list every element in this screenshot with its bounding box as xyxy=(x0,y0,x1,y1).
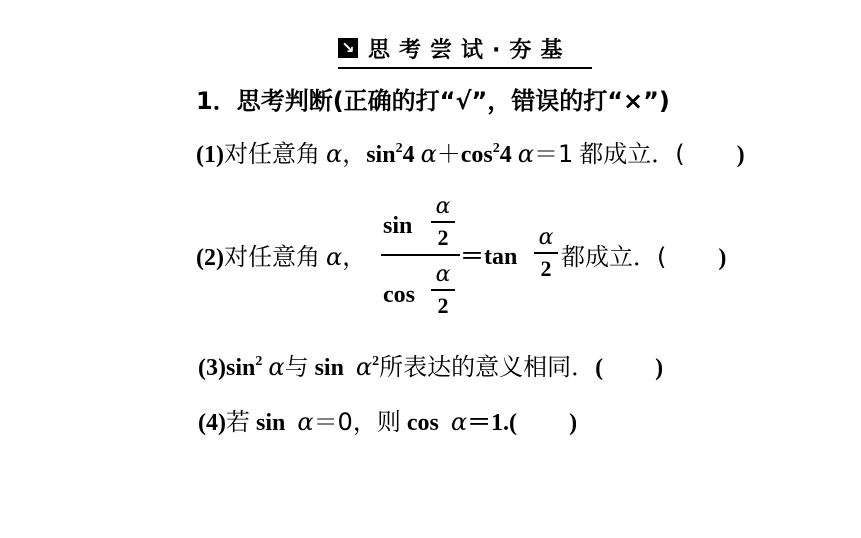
denominator-half-angle: α 2 xyxy=(431,262,455,319)
fraction-denominator-fn: cos xyxy=(383,282,415,308)
fraction-numerator-fn: sin xyxy=(383,213,413,239)
item-2-tail: 都成立．( ) xyxy=(561,243,727,271)
item-2-lead: (2)对任意角 α， xyxy=(196,243,367,271)
question-title: 1．思考判断(正确的打“√”，错误的打“×”) xyxy=(196,87,670,115)
section-header xyxy=(338,31,571,65)
section-title: 思考尝试·夯基 xyxy=(368,37,572,63)
item-4: (4)若 sin α＝0，则 cos α＝1.( ) xyxy=(198,408,578,436)
numerator-half-angle: α 2 xyxy=(431,194,455,251)
fraction-bar xyxy=(381,254,460,256)
tan-half-angle: α 2 xyxy=(534,225,558,282)
item-3: $(3)\sin^2$ α与 $\sin \alpha^2$所表达的意义相同．( ) xyxy=(198,353,664,381)
header-underline xyxy=(338,67,592,69)
item-1: (1)对任意角 α，$\sin^24$ $\alpha+\cos^24$ α＝1 都成立．( ) xyxy=(196,140,745,168)
item-2-eq-tan: ＝tan xyxy=(460,244,518,270)
arrow-down-right-icon: ↘ xyxy=(338,38,358,58)
